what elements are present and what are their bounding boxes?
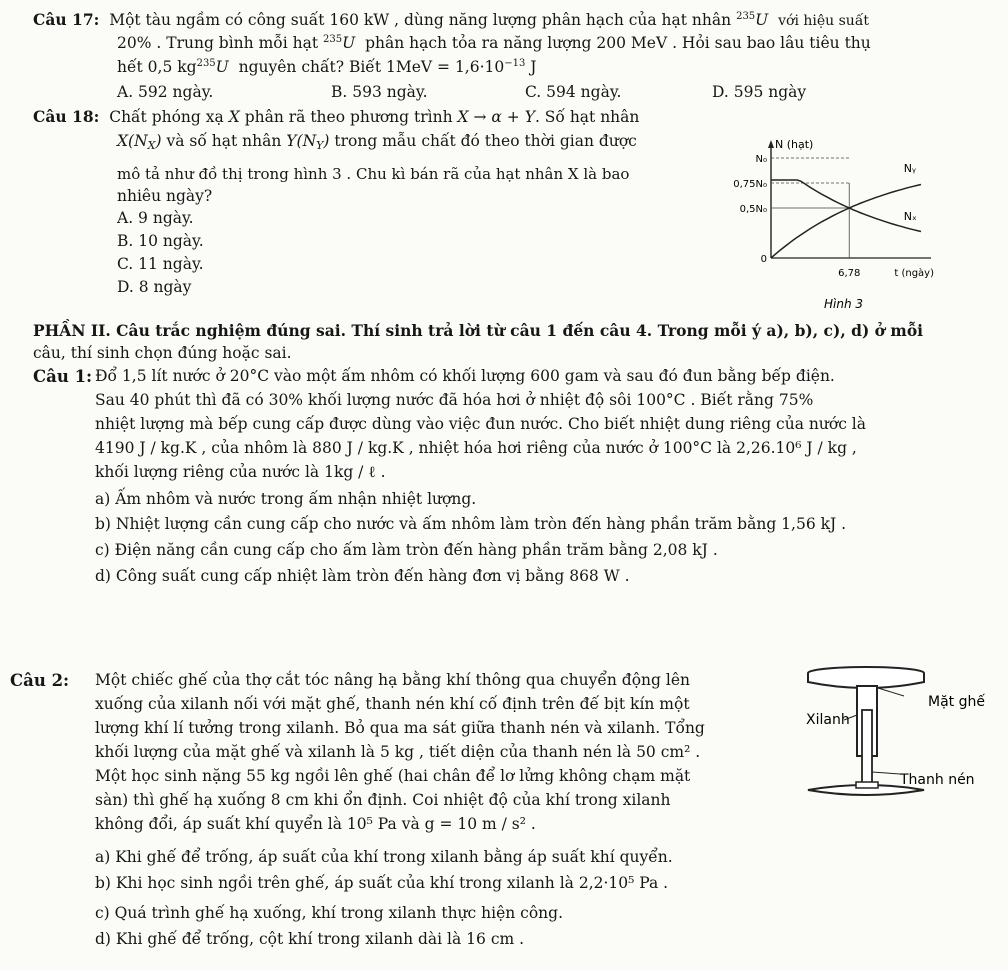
q18-line4: nhiêu ngày? xyxy=(117,187,213,205)
y-axis-label: N (hạt) xyxy=(775,138,814,151)
chart-caption: Hình 3 xyxy=(824,297,864,311)
q18-text2f: trong mẫu chất đó theo thời gian được xyxy=(334,132,637,150)
label-cylinder: Xilanh xyxy=(806,712,850,728)
y-tick-label-1: 0,75N₀ xyxy=(733,179,767,190)
q2-line-3: lượng khí lí tưởng trong xilanh. Bỏ qua ma sát giữa thanh nén và xilanh. Tổng xyxy=(95,719,705,737)
q2-line-4: khối lượng của mặt ghế và xilanh là 5 kg , tiết diện của thanh nén là 50 cm² . xyxy=(95,743,701,761)
q17-iso-sym: U xyxy=(755,11,769,29)
q1-line-1: Đổ 1,5 lít nước ở 20°C vào một ấm nhôm có khối lượng 600 gam và sau đó đun bằng bếp điện. xyxy=(95,367,835,385)
q17-label: Câu 17: xyxy=(33,10,100,29)
x-tick-label: 6,78 xyxy=(838,268,861,279)
q18-ny-a: Y(N xyxy=(286,132,317,150)
part2-heading2: câu, thí sinh chọn đúng hoặc sai. xyxy=(33,344,292,362)
q17-iso3: 235 xyxy=(196,58,216,69)
q17-text1: Một tàu ngầm có công suất 160 kW , dùng năng lượng phân hạch của hạt nhân xyxy=(109,11,732,29)
q1-line-2: Sau 40 phút thì đã có 30% khối lượng nước đã hóa hơi ở nhiệt độ sôi 100°C . Biết rằng 75% xyxy=(95,391,814,409)
y-tick-label-2: 0,5N₀ xyxy=(739,204,767,215)
q18-x: X xyxy=(228,108,240,126)
q17-text3a: hết 0,5 kg xyxy=(117,58,197,76)
series-line-0 xyxy=(771,185,921,259)
q18-option-c: C. 11 ngày. xyxy=(117,255,204,273)
q17-line1 xyxy=(33,9,869,32)
q17-option-c: C. 594 ngày. xyxy=(525,83,622,101)
q2-line-6: sàn) thì ghế hạ xuống 8 cm khi ổn định. Coi nhiệt độ của khí trong xilanh xyxy=(95,791,671,809)
q18-option-b: B. 10 ngày. xyxy=(117,232,204,250)
q18-nx-sub: X xyxy=(147,139,156,152)
barber-chair-figure xyxy=(800,660,1000,800)
q2-line-7: không đổi, áp suất khí quyển là 10⁵ Pa và g = 10 m / s² . xyxy=(95,815,536,833)
x-axis-label: t (ngày) xyxy=(894,268,934,279)
q18-equation: X → α + Y xyxy=(457,108,535,126)
series-label-1: Nₓ xyxy=(903,210,917,223)
q17-option-d: D. 595 ngày xyxy=(712,83,807,101)
q17-text1-end: với hiệu suất xyxy=(778,13,870,29)
q1-statement-a: a) Ấm nhôm và nước trong ấm nhận nhiệt lượng. xyxy=(95,490,477,508)
q2-line-2: xuống của xilanh nối với mặt ghế, thanh nén khí cố định trên đế bịt kín một xyxy=(95,695,690,713)
y-tick-label-3: 0 xyxy=(760,254,767,265)
label-seat: Mặt ghế xyxy=(928,694,985,710)
q2-statement-c: c) Quá trình ghế hạ xuống, khí trong xilanh thực hiện công. xyxy=(95,904,564,922)
q18-nx-b: ) xyxy=(155,132,162,150)
q17-iso-sym3: U xyxy=(215,58,229,76)
q18-ny-sub: Y xyxy=(316,139,324,152)
q18-text2c: và số hạt nhân xyxy=(166,132,282,150)
q18-line3: mô tả như đồ thị trong hình 3 . Chu kì bán rã của hạt nhân X là bao xyxy=(117,165,630,183)
q17-option-b: B. 593 ngày. xyxy=(331,83,428,101)
q18-text1d: . Số hạt nhân xyxy=(534,108,640,126)
q2-line-5: Một học sinh nặng 55 kg ngồi lên ghế (hai chân để lơ lửng không chạm mặt xyxy=(95,767,691,785)
q17-text2a: 20% . Trung bình mỗi hạt xyxy=(117,34,319,52)
figure-3-chart xyxy=(716,136,946,316)
q1-line-5: khối lượng riêng của nước là 1kg / ℓ . xyxy=(95,463,386,481)
q2-line-1: Một chiếc ghế của thợ cắt tóc nâng hạ bằng khí thông qua chuyển động lên xyxy=(95,671,690,689)
part2-heading: PHẦN II. Câu trắc nghiệm đúng sai. Thí sinh trả lời từ câu 1 đến câu 4. Trong mỗi ý a), b), c), d) ở mỗi xyxy=(33,321,924,340)
q17-exp: −13 xyxy=(504,58,526,69)
q17-iso2: 235 xyxy=(323,34,343,45)
q18-line1 xyxy=(33,106,639,128)
q17-iso-sym2: U xyxy=(342,34,356,52)
q1-label: Câu 1: xyxy=(33,367,93,386)
q1-statement-c: c) Điện năng cần cung cấp cho ấm làm tròn đến hàng phần trăm bằng 2,08 kJ . xyxy=(95,541,718,559)
q17-iso: 235 xyxy=(736,11,756,22)
q17-option-a: A. 592 ngày. xyxy=(117,83,214,101)
q1-statement-b: b) Nhiệt lượng cần cung cấp cho nước và ấm nhôm làm tròn đến hàng phần trăm bằng 1,56 kJ . xyxy=(95,515,847,533)
q18-option-d: D. 8 ngày xyxy=(117,278,192,296)
q1-statement-d: d) Công suất cung cấp nhiệt làm tròn đến hàng đơn vị bằng 868 W . xyxy=(95,567,630,585)
q17-line3 xyxy=(117,57,537,78)
q18-line2 xyxy=(117,131,637,152)
q17-line2 xyxy=(117,33,871,54)
q1-line-3: nhiệt lượng mà bếp cung cấp được dùng vào việc đun nước. Cho biết nhiệt dung riêng của nước là xyxy=(95,415,866,433)
q17-text3c: J xyxy=(525,58,537,76)
rod xyxy=(862,710,872,788)
q2-statement-a: a) Khi ghế để trống, áp suất của khí trong xilanh bằng áp suất khí quyển. xyxy=(95,848,673,866)
q17-text2b: phân hạch tỏa ra năng lượng 200 MeV . Hỏi sau bao lâu tiêu thụ xyxy=(365,34,871,52)
q18-text1a: Chất phóng xạ xyxy=(109,108,224,126)
label-rod: Thanh nén xyxy=(900,772,975,788)
q1-line-4: 4190 J / kg.K , của nhôm là 880 J / kg.K , nhiệt hóa hơi riêng của nước ở 100°C là 2,26.10⁶ J / kg , xyxy=(95,439,857,457)
q18-ny-b: ) xyxy=(323,132,330,150)
q18-label: Câu 18: xyxy=(33,107,100,126)
series-label-0: Nᵧ xyxy=(903,162,917,175)
y-tick-label-0: N₀ xyxy=(755,154,767,165)
y-axis-arrow xyxy=(768,140,774,148)
q2-statement-d: d) Khi ghế để trống, cột khí trong xilanh dài là 16 cm . xyxy=(95,930,525,948)
q18-option-a: A. 9 ngày. xyxy=(117,209,194,227)
q17-text3b: nguyên chất? Biết 1MeV = 1,6·10 xyxy=(238,58,505,76)
series-line-1 xyxy=(771,180,921,232)
q2-label: Câu 2: xyxy=(10,671,70,690)
q2-statement-b: b) Khi học sinh ngồi trên ghế, áp suất của khí trong xilanh là 2,2·10⁵ Pa . xyxy=(95,874,669,892)
q18-nx-a: X(N xyxy=(117,132,148,150)
q18-text1c: phân rã theo phương trình xyxy=(244,108,453,126)
